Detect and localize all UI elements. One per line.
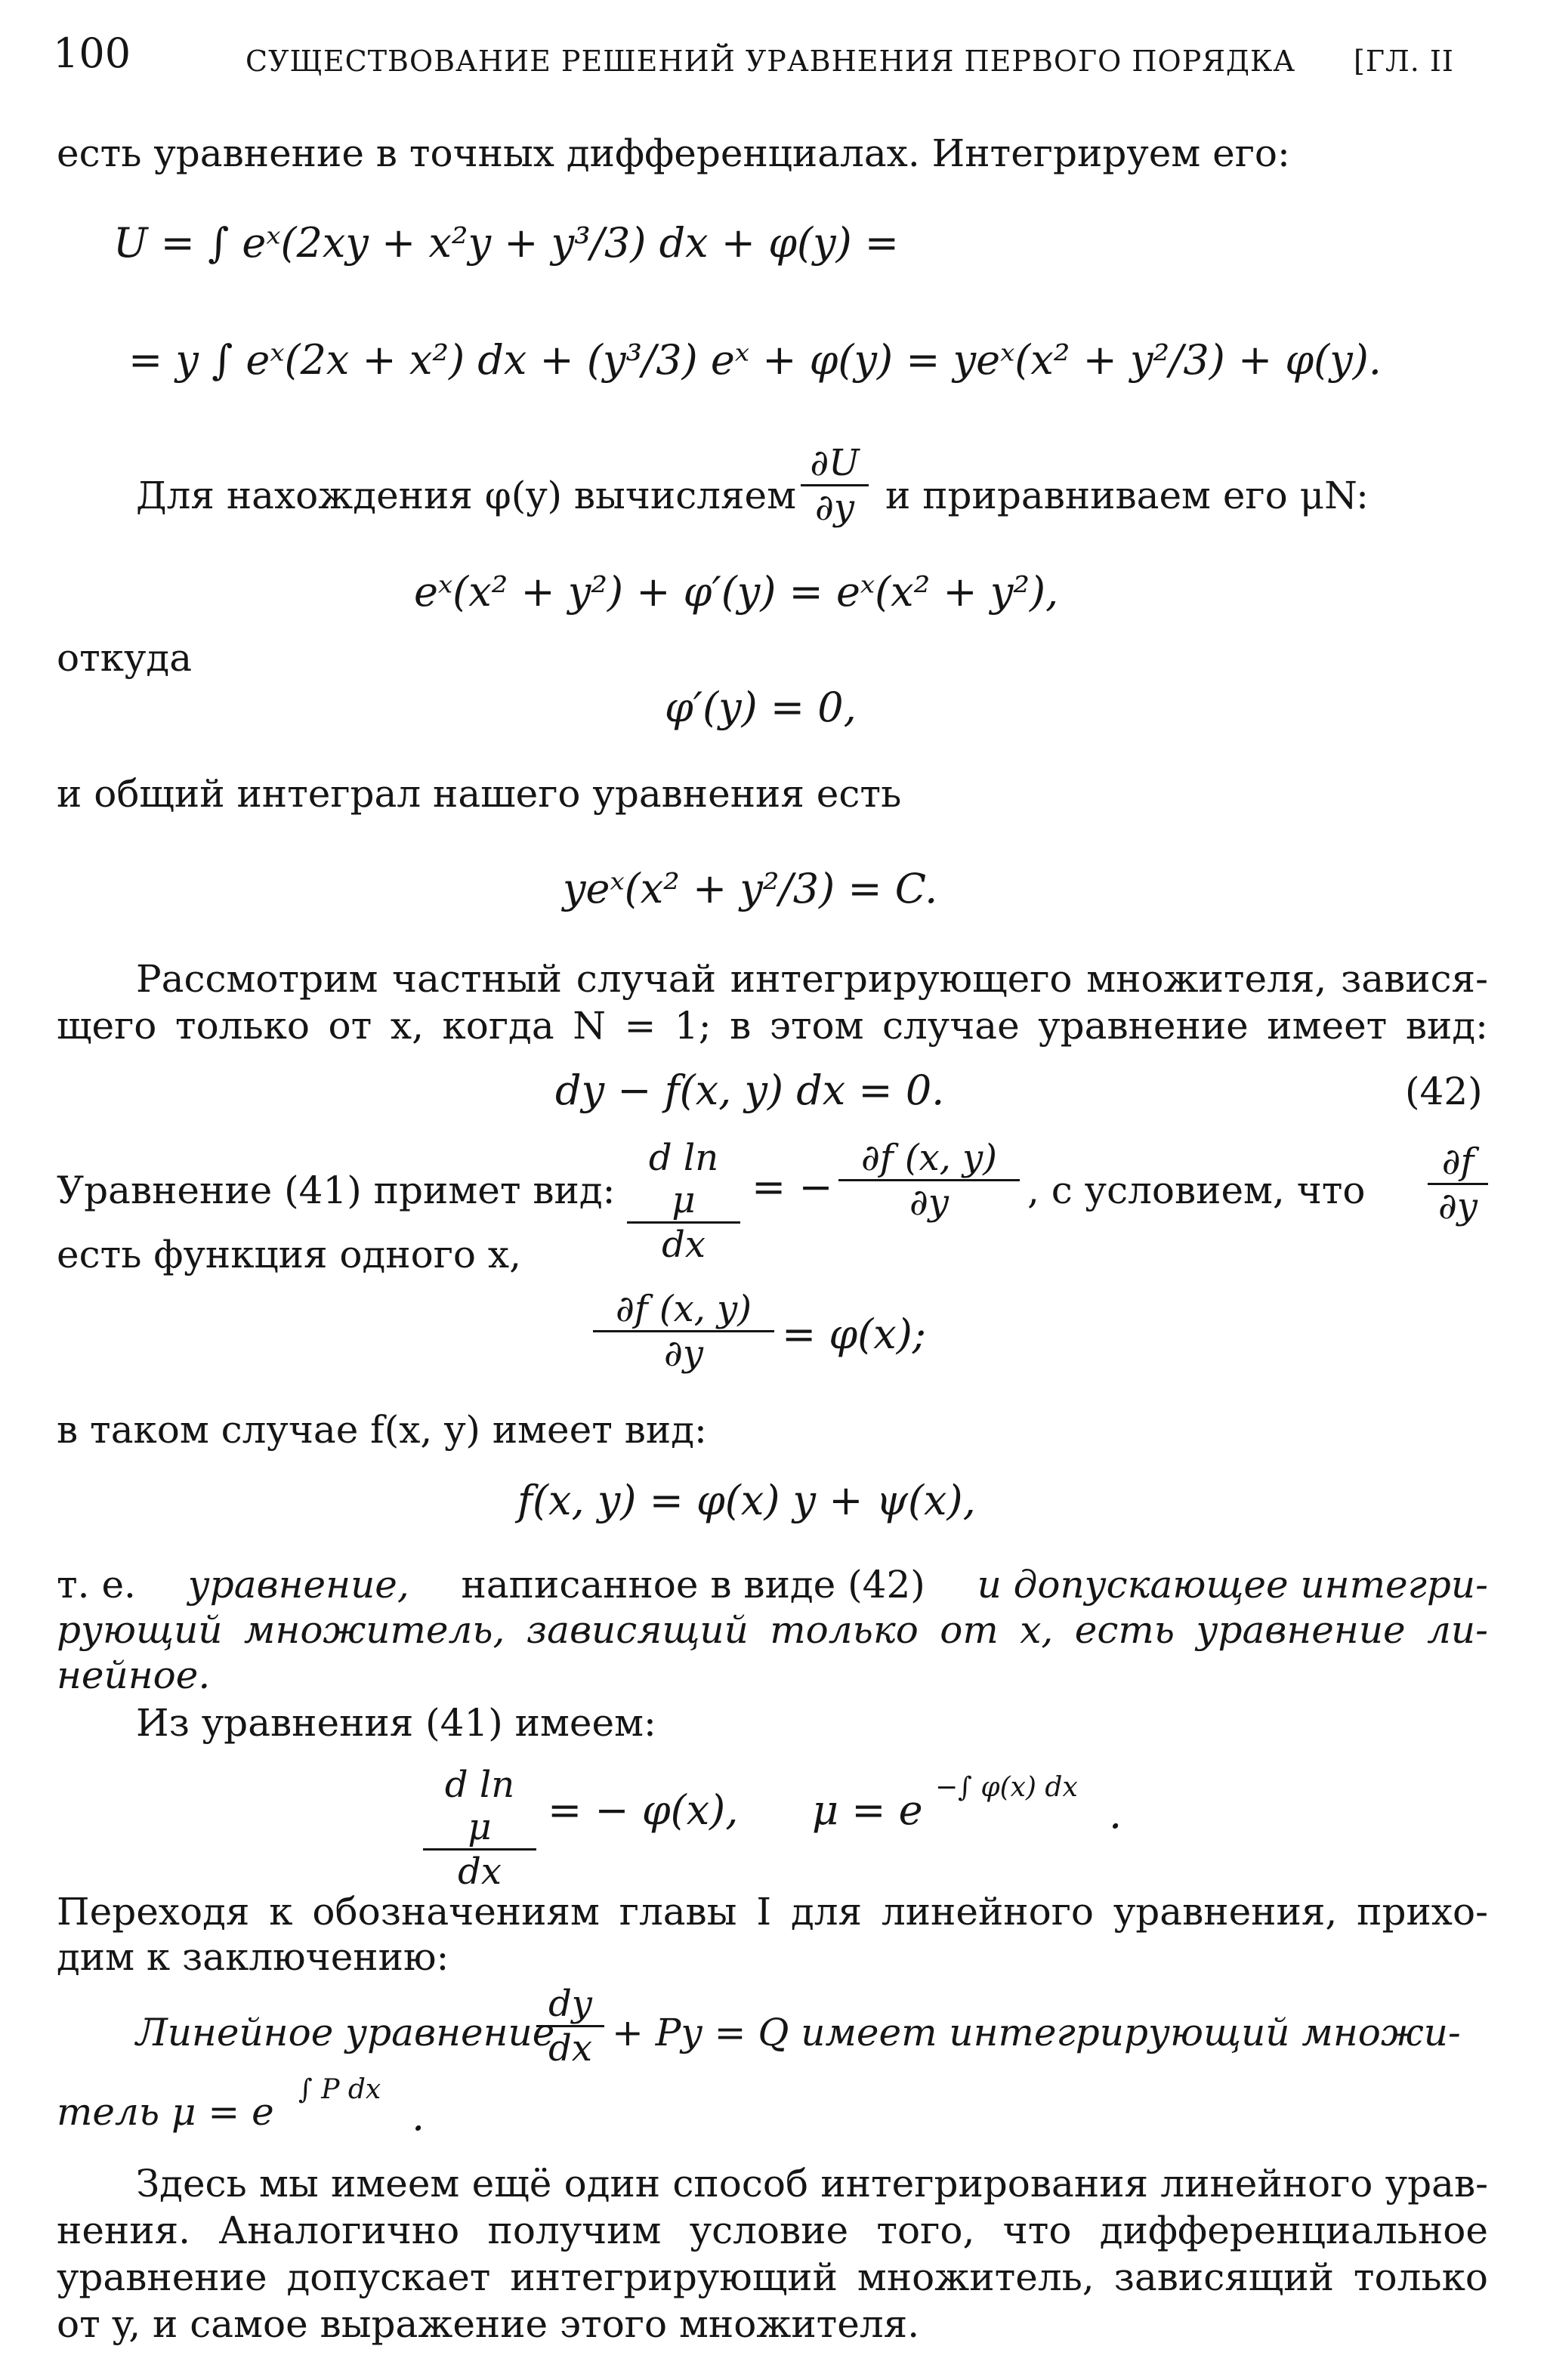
- text-line-italic: тель μ = e: [57, 2090, 274, 2134]
- text-span-italic: уравнение,: [187, 1563, 409, 1607]
- text-line: Уравнение (41) примет вид:: [57, 1168, 616, 1212]
- formula-mu-equation: = − φ(x),: [548, 1786, 739, 1834]
- formula-general-integral: yeˣ(x² + y²/3) = C.: [563, 865, 938, 912]
- fraction-numerator: ∂U: [801, 442, 869, 486]
- text-line: есть функция одного x,: [57, 1233, 522, 1276]
- fraction-numerator: dy: [536, 1983, 604, 2027]
- text-line: Рассмотрим частный случай интегрирующего множителя, завися-: [136, 957, 1488, 1001]
- fraction-denominator: dx: [458, 1851, 502, 1893]
- formula-mu-solution: μ = e: [812, 1786, 923, 1834]
- fraction-denominator: ∂y: [664, 1332, 703, 1375]
- text-line-italic: рующий множитель, зависящий только от x, есть уравнение ли-: [57, 1608, 1488, 1652]
- text-line: дим к заключению:: [57, 1935, 449, 1979]
- fraction-df-dy-small: [1428, 1141, 1488, 1227]
- formula-phi-equation: eˣ(x² + y²) + φ′(y) = eˣ(x² + y²),: [414, 568, 1059, 616]
- text-line: Переходя к обозначениям главы I для линейного уравнения, прихо-: [57, 1890, 1488, 1934]
- chapter-label: [ГЛ. II: [1354, 45, 1454, 78]
- fraction-denominator: ∂y: [909, 1181, 949, 1224]
- text-span-italic: и допускающее интегри-: [977, 1563, 1488, 1607]
- text-line: , с условием, что: [1027, 1168, 1366, 1212]
- text-span: написанное в виде (42): [461, 1563, 925, 1607]
- page-number: 100: [53, 29, 131, 77]
- formula-condition-rhs: = φ(x);: [782, 1310, 927, 1358]
- formula-eq42: dy − f(x, y) dx = 0.: [555, 1067, 945, 1114]
- text-line-italic: Линейное уравнение: [136, 2011, 555, 2054]
- text-line: есть уравнение в точных дифференциалах. Интегрируем его:: [57, 131, 1290, 175]
- formula-mu-exponent-linear: ∫ P dx: [298, 2074, 381, 2105]
- text-line: и общий интеграл нашего уравнения есть: [57, 772, 902, 816]
- text-line: щего только от x, когда N = 1; в этом случае уравнение имеет вид:: [57, 1004, 1488, 1048]
- fraction-numerator: d ln μ: [423, 1764, 536, 1851]
- fraction-denominator: ∂y: [815, 486, 854, 529]
- text-line: откуда: [57, 636, 193, 680]
- text-span: т. е.: [57, 1563, 136, 1607]
- formula-phi-zero: φ′(y) = 0,: [665, 684, 857, 731]
- formula-u-line2: = y ∫ eˣ(2x + x²) dx + (y³/3) eˣ + φ(y) = yeˣ(x² + y²/3) + φ(y).: [128, 336, 1382, 384]
- formula-u-line1: U = ∫ eˣ(2xy + x²y + y³/3) dx + φ(y) =: [113, 219, 900, 267]
- fraction-dlnmu-dx-2: [423, 1764, 536, 1893]
- text-line-italic: нейное.: [57, 1653, 211, 1697]
- equation-number: (42): [1405, 1070, 1483, 1113]
- formula-dot: .: [1109, 1790, 1122, 1838]
- text-line: уравнение допускает интегрирующий множитель, зависящий только: [57, 2255, 1488, 2299]
- formula-equals-minus: = −: [752, 1163, 833, 1211]
- fraction-numerator: ∂f: [1428, 1141, 1488, 1185]
- text-line: Из уравнения (41) имеем:: [136, 1701, 656, 1745]
- fraction-denominator: ∂y: [1438, 1185, 1478, 1227]
- fraction-dy-dx: [536, 1983, 604, 2070]
- text-line: Для нахождения φ(y) вычисляем: [136, 474, 797, 517]
- text-line: от y, и самое выражение этого множителя.: [57, 2302, 920, 2346]
- fraction-dlnmu-dx: [627, 1137, 740, 1266]
- fraction-numerator: ∂f (x, y): [593, 1288, 774, 1332]
- fraction-condition: [593, 1288, 774, 1375]
- text-line: и приравниваем его μN:: [885, 474, 1369, 517]
- fraction-denominator: dx: [662, 1224, 706, 1266]
- running-title: СУЩЕСТВОВАНИЕ РЕШЕНИЙ УРАВНЕНИЯ ПЕРВОГО ПОРЯДКА: [245, 45, 1296, 78]
- formula-mu-exponent: −∫ φ(x) dx: [935, 1772, 1078, 1803]
- fraction-df-dy: [838, 1137, 1020, 1224]
- text-line: нения. Аналогично получим условие того, что дифференциальное: [57, 2209, 1488, 2252]
- fraction-denominator: dx: [548, 2027, 592, 2070]
- text-line: в таком случае f(x, y) имеет вид:: [57, 1408, 707, 1452]
- fraction-du-dy: [801, 442, 869, 529]
- formula-f-form: f(x, y) = φ(x) y + ψ(x),: [517, 1477, 976, 1524]
- fraction-numerator: d ln μ: [627, 1137, 740, 1224]
- formula-dot: .: [412, 2092, 425, 2140]
- text-line-mixed: [57, 1561, 1488, 1608]
- text-line: Здесь мы имеем ещё один способ интегрирования линейного урав-: [136, 2162, 1488, 2206]
- fraction-numerator: ∂f (x, y): [838, 1137, 1020, 1181]
- text-line-italic: + Py = Q имеет интегрирующий множи-: [612, 2011, 1461, 2054]
